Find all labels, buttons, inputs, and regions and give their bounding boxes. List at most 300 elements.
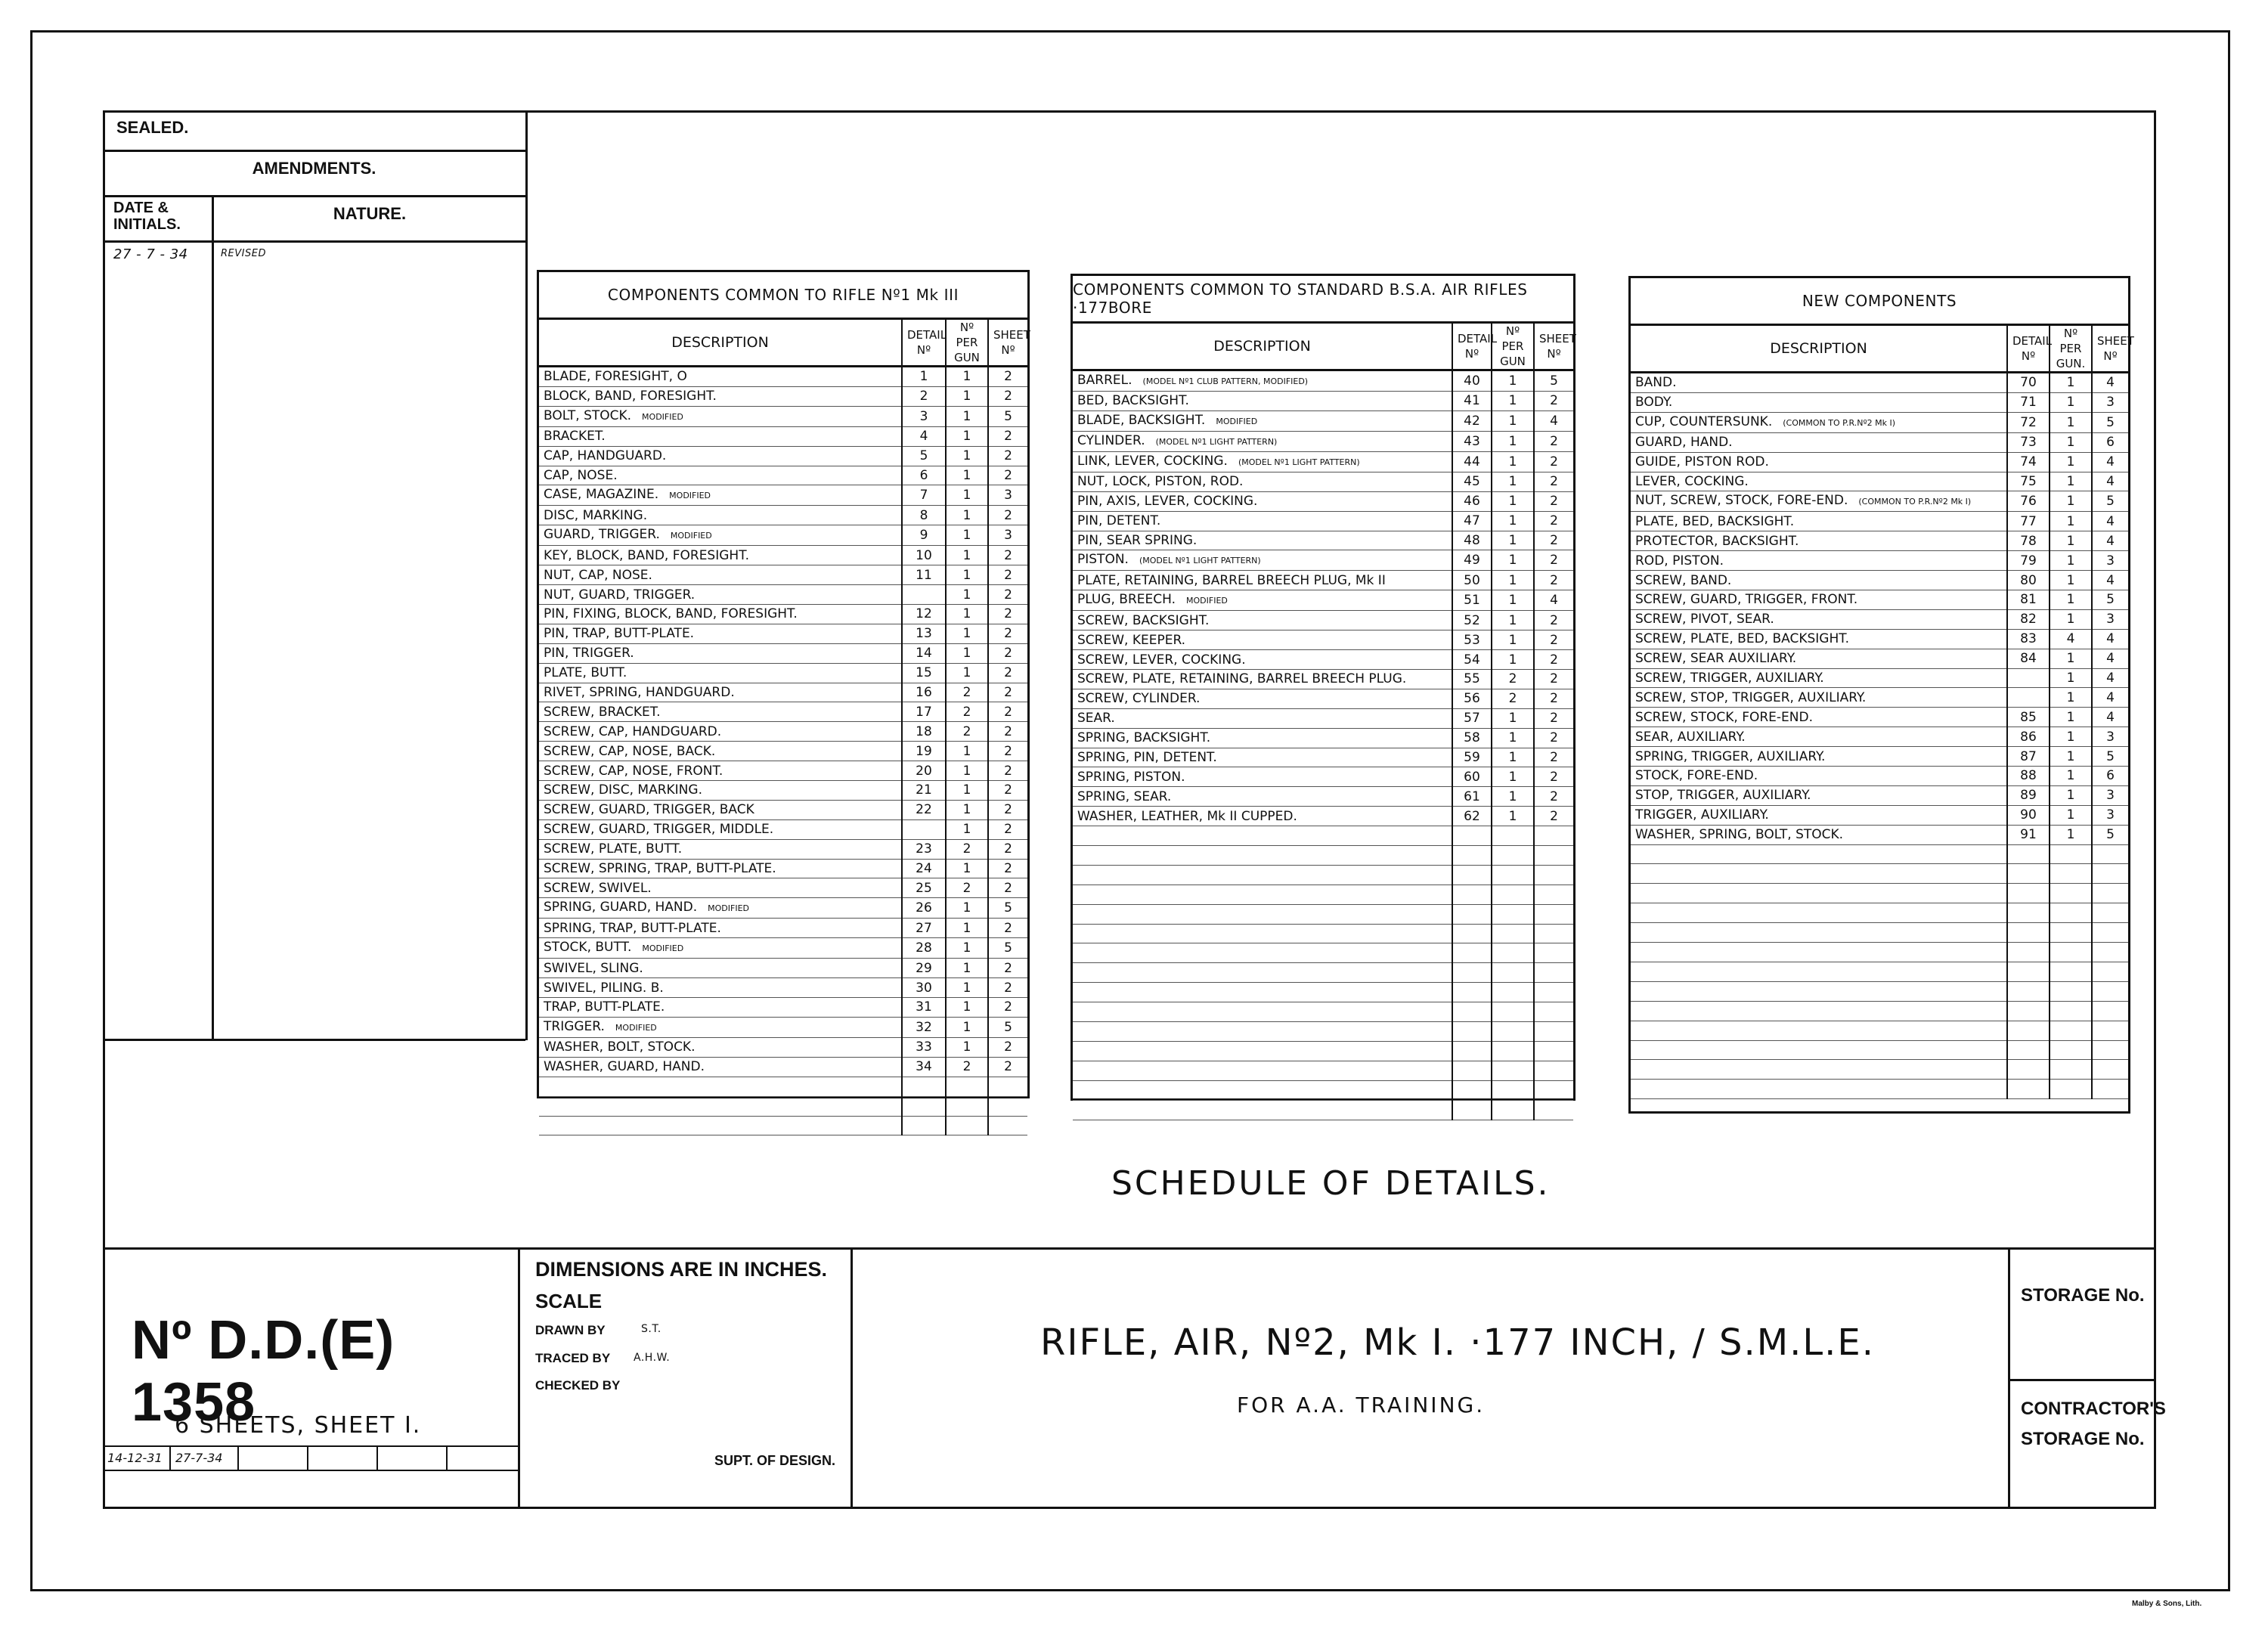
blank-row [1631, 943, 2128, 962]
row-detail-number: 54 [1452, 650, 1492, 670]
row-sheet-number: 2 [988, 663, 1027, 683]
row-detail-number: 28 [902, 938, 946, 959]
table-row [1631, 785, 2128, 805]
row-detail-number: 21 [902, 781, 946, 801]
row-detail-number: 52 [1452, 611, 1492, 630]
row-description [539, 546, 902, 565]
row-detail-number: 24 [902, 859, 946, 878]
row-number-per-gun: 1 [1492, 767, 1534, 787]
row-number-per-gun: 1 [1492, 571, 1534, 590]
row-detail-number: 56 [1452, 689, 1492, 708]
row-number-per-gun: 2 [946, 1057, 988, 1077]
row-description-text: SCREW, LEVER, COCKING. [1077, 652, 1246, 668]
row-description [1073, 491, 1452, 511]
row-sheet-number: 2 [1534, 571, 1573, 590]
row-sheet-number: 6 [2092, 767, 2128, 786]
row-number-per-gun: 1 [2050, 767, 2092, 786]
table-row [1631, 571, 2128, 590]
row-description [539, 819, 902, 839]
row-description-text: SCREW, CAP, NOSE, BACK. [544, 743, 716, 759]
row-detail-number: 78 [2007, 531, 2050, 551]
row-detail-number: 8 [902, 506, 946, 525]
row-detail-number: 49 [1452, 550, 1492, 571]
row-detail-number: 16 [902, 683, 946, 702]
row-note: (MODEL Nº1 LIGHT PATTERN) [1155, 436, 1278, 447]
row-description [539, 742, 902, 761]
row-number-per-gun: 1 [2050, 590, 2092, 610]
table-row [1631, 629, 2128, 649]
row-description [1073, 767, 1452, 787]
row-detail-number: 59 [1452, 748, 1492, 767]
row-number-per-gun: 1 [2050, 571, 2092, 590]
drawing-subtitle: FOR A.A. TRAINING. [1237, 1393, 1486, 1417]
row-description [1631, 649, 2007, 668]
row-description-text: SCREW, BRACKET. [544, 704, 661, 720]
row-detail-number: 27 [902, 919, 946, 938]
table-row [539, 878, 1027, 898]
row-description-text: BODY. [1635, 395, 1673, 410]
row-sheet-number: 2 [988, 839, 1027, 859]
table-row [539, 761, 1027, 781]
row-detail-number: 89 [2007, 785, 2050, 805]
table-row [1631, 452, 2128, 472]
row-number-per-gun: 1 [946, 426, 988, 446]
row-description [1631, 432, 2007, 452]
printer-mark: Malby & Sons, Lith. [2132, 1600, 2202, 1608]
drawn-by-label: DRAWN BY [535, 1323, 606, 1337]
row-detail-number: 51 [1452, 590, 1492, 611]
table-row [1631, 491, 2128, 512]
table-row [1073, 689, 1573, 708]
row-sheet-number: 2 [988, 722, 1027, 742]
row-number-per-gun: 1 [1492, 431, 1534, 451]
row-detail-number: 18 [902, 722, 946, 742]
row-sheet-number: 3 [988, 525, 1027, 546]
row-sheet-number: 3 [988, 485, 1027, 506]
row-sheet-number: 2 [1534, 451, 1573, 472]
row-description-text: TRIGGER, AUXILIARY. [1635, 807, 1769, 823]
dimensions-note: DIMENSIONS ARE IN INCHES. [535, 1258, 828, 1281]
row-description [1631, 825, 2007, 844]
blank-row [539, 1077, 1027, 1096]
row-detail-number: 85 [2007, 708, 2050, 727]
row-description [539, 761, 902, 781]
row-description-text: SCREW, SPRING, TRAP, BUTT-PLATE. [544, 861, 776, 877]
row-number-per-gun: 1 [1492, 611, 1534, 630]
row-description [539, 859, 902, 878]
table-row [1073, 670, 1573, 689]
row-sheet-number: 5 [2092, 747, 2128, 767]
row-detail-number: 71 [2007, 392, 2050, 412]
table-row [1073, 431, 1573, 451]
row-sheet-number: 2 [988, 859, 1027, 878]
row-detail-number: 5 [902, 446, 946, 466]
blank-row [1631, 884, 2128, 903]
table-row [1073, 728, 1573, 748]
row-number-per-gun: 1 [2050, 708, 2092, 727]
row-number-per-gun: 2 [946, 839, 988, 859]
row-description [1631, 531, 2007, 551]
row-description-text: SCREW, PLATE, BED, BACKSIGHT. [1635, 631, 1850, 647]
row-number-per-gun: 1 [946, 446, 988, 466]
blank-row [1073, 1100, 1573, 1120]
row-sheet-number: 4 [2092, 688, 2128, 708]
sheet-count: 6 SHEETS, SHEET I. [175, 1412, 422, 1439]
row-description-text: SCREW, GUARD, TRIGGER, MIDDLE. [544, 822, 774, 838]
row-description [1073, 370, 1452, 392]
row-sheet-number: 2 [988, 959, 1027, 978]
row-detail-number: 70 [2007, 373, 2050, 393]
drawing-number-block [103, 1247, 520, 1509]
row-sheet-number: 4 [2092, 629, 2128, 649]
sheet-date-3 [239, 1447, 308, 1470]
row-sheet-number: 6 [2092, 432, 2128, 452]
row-description [1073, 451, 1452, 472]
row-description [539, 781, 902, 801]
row-detail-number: 19 [902, 742, 946, 761]
row-sheet-number: 2 [988, 643, 1027, 663]
row-number-per-gun: 2 [946, 683, 988, 702]
row-sheet-number: 5 [988, 898, 1027, 919]
drawn-by-initials: S.T. [641, 1323, 662, 1335]
sheet-date-1: 14-12-31 [103, 1447, 171, 1470]
row-description-text: SPRING, GUARD, HAND. [544, 900, 698, 915]
row-number-per-gun: 1 [1492, 392, 1534, 411]
row-number-per-gun: 2 [946, 722, 988, 742]
row-detail-number: 4 [902, 426, 946, 446]
row-sheet-number: 2 [988, 466, 1027, 485]
row-note: (COMMON TO P.R.Nº2 Mk I) [1858, 497, 1972, 507]
sealed-label: SEALED. [116, 118, 189, 137]
row-sheet-number: 3 [2092, 785, 2128, 805]
column-header-per-gun: Nº PER GUN. [2050, 326, 2092, 373]
row-description [1631, 452, 2007, 472]
table-row [539, 839, 1027, 859]
row-sheet-number: 2 [988, 546, 1027, 565]
row-number-per-gun: 1 [1492, 410, 1534, 431]
row-description [1631, 551, 2007, 571]
table-row [539, 978, 1027, 998]
row-description [539, 565, 902, 585]
row-note: MODIFIED [642, 411, 683, 422]
row-description [539, 839, 902, 859]
row-description [1073, 689, 1452, 708]
sheet-date-6 [448, 1447, 517, 1470]
table-row [1073, 451, 1573, 472]
amendments-panel [103, 110, 528, 1040]
row-number-per-gun: 1 [1492, 650, 1534, 670]
row-number-per-gun: 1 [946, 367, 988, 387]
row-description [539, 938, 902, 959]
row-sheet-number: 5 [2092, 590, 2128, 610]
amendment-date: 27 - 7 - 34 [113, 246, 188, 262]
row-sheet-number: 5 [2092, 491, 2128, 512]
row-detail-number: 86 [2007, 727, 2050, 747]
table-title: NEW COMPONENTS [1631, 278, 2128, 326]
row-detail-number: 15 [902, 663, 946, 683]
row-detail-number: 23 [902, 839, 946, 859]
row-sheet-number: 2 [1534, 472, 1573, 491]
row-sheet-number: 2 [988, 878, 1027, 898]
row-detail-number: 48 [1452, 531, 1492, 550]
drawing-title: RIFLE, AIR, Nº2, Mk I. ·177 INCH, / S.M.L.E. [1040, 1321, 1876, 1364]
table-row [539, 959, 1027, 978]
row-number-per-gun: 1 [946, 781, 988, 801]
table-title: COMPONENTS COMMON TO STANDARD B.S.A. AIR RIFLES ·177BORE [1073, 276, 1573, 324]
row-description [1073, 531, 1452, 550]
table-row [1631, 747, 2128, 767]
row-sheet-number: 2 [1534, 807, 1573, 826]
row-detail-number: 20 [902, 761, 946, 781]
row-description-text: SCREW, PIVOT, SEAR. [1635, 612, 1774, 627]
row-number-per-gun: 1 [2050, 373, 2092, 393]
row-number-per-gun: 1 [946, 959, 988, 978]
row-number-per-gun: 1 [946, 643, 988, 663]
table-row [539, 466, 1027, 485]
row-number-per-gun: 1 [946, 485, 988, 506]
row-sheet-number: 2 [988, 506, 1027, 525]
row-detail-number: 83 [2007, 629, 2050, 649]
row-description [1631, 629, 2007, 649]
row-sheet-number: 2 [1534, 650, 1573, 670]
row-sheet-number: 2 [988, 702, 1027, 722]
table-row [539, 742, 1027, 761]
table-row [539, 546, 1027, 565]
row-description-text: BED, BACKSIGHT. [1077, 393, 1189, 409]
row-sheet-number: 2 [988, 800, 1027, 819]
row-number-per-gun: 1 [2050, 491, 2092, 512]
row-detail-number: 57 [1452, 708, 1492, 728]
blank-row [1073, 983, 1573, 1002]
row-number-per-gun: 1 [946, 386, 988, 406]
blank-row [1631, 1060, 2128, 1080]
row-note: (MODEL Nº1 LIGHT PATTERN) [1238, 457, 1360, 467]
row-sheet-number: 4 [2092, 452, 2128, 472]
row-number-per-gun: 1 [2050, 531, 2092, 551]
blank-row [1073, 904, 1573, 924]
row-description-text: BLADE, BACKSIGHT. [1077, 412, 1206, 428]
row-description [539, 702, 902, 722]
row-description-text: SCREW, CAP, HANDGUARD. [544, 723, 722, 739]
row-detail-number: 80 [2007, 571, 2050, 590]
table-row [539, 565, 1027, 585]
row-detail-number: 77 [2007, 512, 2050, 531]
storage-block [2008, 1247, 2166, 1509]
row-description-text: SPRING, SEAR. [1077, 788, 1172, 804]
blank-row [1631, 981, 2128, 1001]
table-row [539, 859, 1027, 878]
row-description-text: WASHER, SPRING, BOLT, STOCK. [1635, 827, 1844, 843]
row-description-text: BRACKET. [544, 429, 606, 445]
row-description [1073, 590, 1452, 611]
row-detail-number: 7 [902, 485, 946, 506]
row-description-text: PIN, TRAP, BUTT-PLATE. [544, 626, 695, 642]
row-sheet-number: 5 [2092, 825, 2128, 844]
row-description-text: SWIVEL, SLING. [544, 960, 643, 976]
table-row [1631, 590, 2128, 610]
table-row [1073, 807, 1573, 826]
row-description [539, 898, 902, 919]
row-number-per-gun: 1 [1492, 451, 1534, 472]
table-row [539, 446, 1027, 466]
row-note: (MODEL Nº1 CLUB PATTERN, MODIFIED) [1142, 376, 1309, 386]
table-row [1073, 650, 1573, 670]
schedule-table [1631, 326, 2134, 1099]
row-sheet-number: 2 [988, 1057, 1027, 1077]
row-description-text: SCREW, PLATE, BUTT. [544, 841, 683, 857]
row-detail-number: 41 [1452, 392, 1492, 411]
row-sheet-number: 2 [1534, 550, 1573, 571]
row-detail-number: 53 [1452, 630, 1492, 650]
row-description [539, 959, 902, 978]
row-number-per-gun: 1 [1492, 491, 1534, 511]
table-row [539, 663, 1027, 683]
table-row [539, 506, 1027, 525]
row-detail-number: 22 [902, 800, 946, 819]
row-sheet-number: 2 [988, 367, 1027, 387]
row-detail-number: 45 [1452, 472, 1492, 491]
row-note: (MODEL Nº1 LIGHT PATTERN) [1139, 556, 1261, 566]
column-header-per-gun: Nº PER GUN [1492, 324, 1534, 370]
row-sheet-number: 4 [2092, 472, 2128, 491]
row-description-text: NUT, SCREW, STOCK, FORE-END. [1635, 493, 1848, 509]
table-row [1073, 787, 1573, 807]
row-number-per-gun: 1 [946, 800, 988, 819]
row-description [539, 1037, 902, 1057]
row-note: MODIFIED [642, 943, 684, 954]
row-description [539, 406, 902, 426]
row-detail-number: 81 [2007, 590, 2050, 610]
row-description [1631, 590, 2007, 610]
row-sheet-number: 3 [2092, 392, 2128, 412]
row-note: MODIFIED [1216, 416, 1258, 426]
column-header-sheet: SHEET Nº [1534, 324, 1573, 370]
row-description [539, 722, 902, 742]
row-description [539, 878, 902, 898]
row-detail-number: 2 [902, 386, 946, 406]
row-description-text: SCREW, STOCK, FORE-END. [1635, 709, 1814, 725]
row-description [1631, 708, 2007, 727]
row-description-text: PLATE, RETAINING, BARREL BREECH PLUG, Mk II [1077, 572, 1386, 588]
row-detail-number: 47 [1452, 511, 1492, 531]
row-sheet-number: 5 [1534, 370, 1573, 392]
table-row [1631, 392, 2128, 412]
row-note: MODIFIED [615, 1022, 657, 1033]
row-description [1073, 630, 1452, 650]
row-number-per-gun: 1 [946, 546, 988, 565]
row-description [539, 485, 902, 506]
row-number-per-gun: 1 [946, 506, 988, 525]
row-detail-number: 44 [1452, 451, 1492, 472]
row-detail-number: 26 [902, 898, 946, 919]
row-number-per-gun: 1 [946, 978, 988, 998]
row-sheet-number: 2 [988, 446, 1027, 466]
row-number-per-gun: 1 [2050, 452, 2092, 472]
row-description-text: WASHER, GUARD, HAND. [544, 1059, 705, 1075]
row-description [1631, 785, 2007, 805]
row-number-per-gun: 1 [1492, 531, 1534, 550]
table-row [1631, 373, 2128, 393]
row-description [1073, 410, 1452, 431]
row-number-per-gun: 1 [1492, 472, 1534, 491]
table-row [1631, 649, 2128, 668]
row-description [539, 643, 902, 663]
row-description-text: SPRING, BACKSIGHT. [1077, 730, 1211, 746]
row-detail-number: 90 [2007, 805, 2050, 825]
row-number-per-gun: 1 [1492, 807, 1534, 826]
row-detail-number: 55 [1452, 670, 1492, 689]
row-sheet-number: 4 [2092, 571, 2128, 590]
row-detail-number: 10 [902, 546, 946, 565]
row-sheet-number: 4 [2092, 512, 2128, 531]
row-number-per-gun: 1 [2050, 649, 2092, 668]
row-description-text: SCREW, DISC, MARKING. [544, 782, 702, 798]
row-description-text: WASHER, LEATHER, Mk II CUPPED. [1077, 808, 1297, 824]
row-detail-number: 73 [2007, 432, 2050, 452]
column-header-sheet: SHEET Nº [2092, 326, 2128, 373]
blank-row [1073, 1080, 1573, 1100]
row-sheet-number: 2 [988, 426, 1027, 446]
contractor-storage-label: CONTRACTOR'S STORAGE No. [2021, 1399, 2166, 1449]
row-number-per-gun: 1 [946, 565, 988, 585]
row-sheet-number: 4 [2092, 531, 2128, 551]
sheet-date-5 [378, 1447, 448, 1470]
row-number-per-gun: 1 [1492, 370, 1534, 392]
row-description-text: KEY, BLOCK, BAND, FORESIGHT. [544, 547, 749, 563]
row-number-per-gun: 1 [1492, 511, 1534, 531]
amendments-header: AMENDMENTS. [252, 159, 376, 178]
row-description [1073, 431, 1452, 451]
row-sheet-number: 2 [1534, 531, 1573, 550]
row-description-text: SCREW, BAND. [1635, 572, 1732, 588]
row-detail-number: 62 [1452, 807, 1492, 826]
row-description-text: NUT, GUARD, TRIGGER. [544, 587, 696, 603]
schedule-title: SCHEDULE OF DETAILS. [1111, 1164, 1551, 1203]
row-description [1631, 412, 2007, 432]
row-description-text: BOLT, STOCK. [544, 407, 632, 423]
row-detail-number [2007, 688, 2050, 708]
scale-label: SCALE [535, 1290, 603, 1312]
row-number-per-gun: 1 [2050, 512, 2092, 531]
table-row [539, 624, 1027, 643]
row-sheet-number: 3 [2092, 727, 2128, 747]
row-detail-number: 76 [2007, 491, 2050, 512]
row-detail-number: 79 [2007, 551, 2050, 571]
table-row [539, 781, 1027, 801]
row-detail-number: 60 [1452, 767, 1492, 787]
row-description-text: CYLINDER. [1077, 432, 1145, 448]
table-row [539, 1017, 1027, 1037]
row-sheet-number: 2 [1534, 431, 1573, 451]
table-row [539, 819, 1027, 839]
row-description [539, 624, 902, 643]
table-row [1073, 708, 1573, 728]
row-sheet-number: 2 [988, 1037, 1027, 1057]
row-description [1631, 727, 2007, 747]
table-row [539, 367, 1027, 387]
row-number-per-gun: 1 [2050, 392, 2092, 412]
table-row [1073, 748, 1573, 767]
row-detail-number: 30 [902, 978, 946, 998]
table-common-bsa [1070, 274, 1576, 1101]
sheet-date-4 [308, 1447, 378, 1470]
table-new-components [1628, 276, 2134, 1114]
row-description [1073, 748, 1452, 767]
row-description-text: CAP, NOSE. [544, 468, 618, 483]
row-detail-number: 50 [1452, 571, 1492, 590]
row-detail-number: 17 [902, 702, 946, 722]
row-number-per-gun: 1 [946, 742, 988, 761]
